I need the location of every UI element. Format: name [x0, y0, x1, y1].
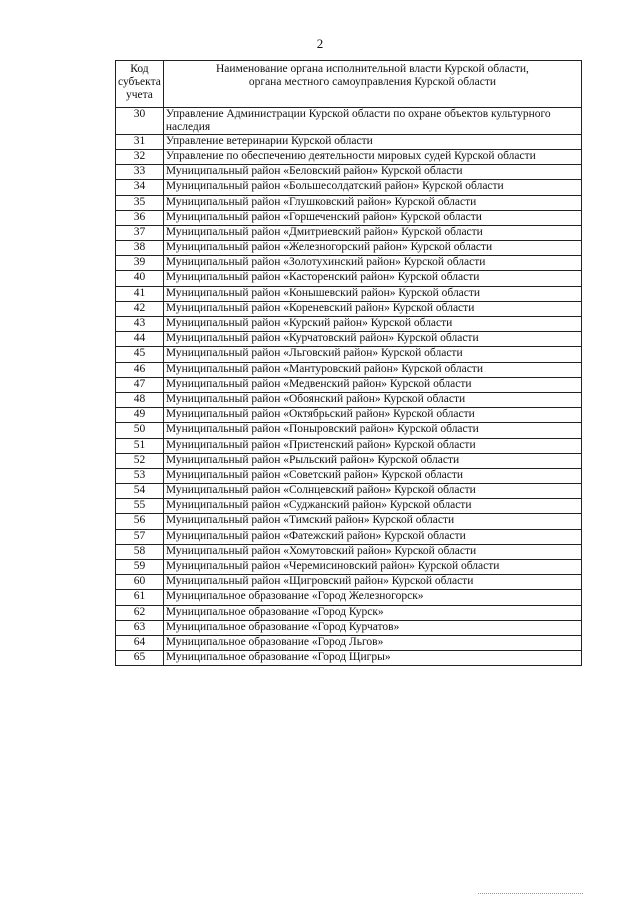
footer-mark [478, 893, 583, 894]
row-code: 61 [116, 590, 164, 605]
header-name-label: Наименование органа исполнительной власти Курской области, органа местного самоуправления Курской области [216, 63, 529, 88]
table-row [116, 560, 582, 575]
row-code: 59 [116, 560, 164, 575]
table-row [116, 514, 582, 529]
row-name: Муниципальный район «Щигровский район» Курской области [163, 575, 581, 590]
row-code: 58 [116, 544, 164, 559]
table-row [116, 468, 582, 483]
row-code: 31 [116, 134, 164, 149]
registry-table [115, 60, 582, 666]
row-name: Муниципальный район «Кореневский район» Курской области [163, 301, 581, 316]
row-code: 49 [116, 408, 164, 423]
row-name: Муниципальный район «Тимский район» Курской области [163, 514, 581, 529]
table-row [116, 438, 582, 453]
row-code: 52 [116, 453, 164, 468]
row-code: 35 [116, 195, 164, 210]
row-code: 37 [116, 225, 164, 240]
row-name: Муниципальный район «Пристенский район» Курской области [163, 438, 581, 453]
row-code: 32 [116, 149, 164, 164]
table-row [116, 180, 582, 195]
row-code: 56 [116, 514, 164, 529]
row-code: 55 [116, 499, 164, 514]
table-row [116, 484, 582, 499]
table-row [116, 332, 582, 347]
row-code: 64 [116, 635, 164, 650]
row-name: Муниципальный район «Медвенский район» Курской области [163, 377, 581, 392]
table-row [116, 301, 582, 316]
table-row [116, 165, 582, 180]
row-code: 63 [116, 620, 164, 635]
row-name: Управление по обеспечению деятельности мировых судей Курской области [163, 149, 581, 164]
row-code: 41 [116, 286, 164, 301]
header-code [116, 61, 164, 108]
table-row [116, 241, 582, 256]
table-row [116, 635, 582, 650]
row-name: Муниципальный район «Хомутовский район» Курской области [163, 544, 581, 559]
row-code: 36 [116, 210, 164, 225]
table-row [116, 620, 582, 635]
row-name: Муниципальный район «Советский район» Курской области [163, 468, 581, 483]
table-row [116, 590, 582, 605]
header-name [163, 61, 581, 108]
header-code-label: Код субъекта учета [118, 63, 161, 101]
row-code: 62 [116, 605, 164, 620]
row-code: 60 [116, 575, 164, 590]
row-name: Муниципальный район «Октябрьский район» Курской области [163, 408, 581, 423]
table-row [116, 529, 582, 544]
table-row [116, 149, 582, 164]
row-name: Муниципальный район «Солнцевский район» Курской области [163, 484, 581, 499]
row-name: Муниципальный район «Касторенский район» Курской области [163, 271, 581, 286]
row-code: 48 [116, 392, 164, 407]
row-name: Муниципальный район «Льговский район» Курской области [163, 347, 581, 362]
row-code: 54 [116, 484, 164, 499]
row-code: 44 [116, 332, 164, 347]
table-row [116, 453, 582, 468]
row-name: Муниципальное образование «Город Льгов» [163, 635, 581, 650]
row-name: Муниципальное образование «Город Курск» [163, 605, 581, 620]
table-row [116, 392, 582, 407]
row-name: Муниципальный район «Беловский район» Курской области [163, 165, 581, 180]
row-name: Управление ветеринарии Курской области [163, 134, 581, 149]
table-row [116, 317, 582, 332]
row-name: Муниципальное образование «Город Курчатов» [163, 620, 581, 635]
table-row [116, 256, 582, 271]
row-name: Муниципальный район «Фатежский район» Курской области [163, 529, 581, 544]
table-row [116, 605, 582, 620]
row-code: 42 [116, 301, 164, 316]
row-name: Муниципальный район «Рыльский район» Курской области [163, 453, 581, 468]
row-code: 65 [116, 651, 164, 666]
table-row [116, 575, 582, 590]
table-row [116, 362, 582, 377]
row-code: 47 [116, 377, 164, 392]
row-name: Муниципальный район «Железногорский район» Курской области [163, 241, 581, 256]
row-code: 43 [116, 317, 164, 332]
table-row [116, 271, 582, 286]
row-name: Муниципальный район «Курский район» Курской области [163, 317, 581, 332]
row-code: 40 [116, 271, 164, 286]
row-code: 38 [116, 241, 164, 256]
table-row [116, 377, 582, 392]
page-number: 2 [316, 36, 324, 51]
row-name: Муниципальный район «Суджанский район» Курской области [163, 499, 581, 514]
row-code: 46 [116, 362, 164, 377]
table-row [116, 347, 582, 362]
table-header-row [116, 61, 582, 108]
table-row [116, 651, 582, 666]
row-name: Муниципальный район «Обоянский район» Курской области [163, 392, 581, 407]
row-code: 50 [116, 423, 164, 438]
table-row [116, 195, 582, 210]
row-name: Муниципальный район «Поныровский район» Курской области [163, 423, 581, 438]
row-name: Муниципальный район «Большесолдатский район» Курской области [163, 180, 581, 195]
row-name: Муниципальное образование «Город Железногорск» [163, 590, 581, 605]
row-code: 53 [116, 468, 164, 483]
row-code: 39 [116, 256, 164, 271]
table-row [116, 225, 582, 240]
row-name: Управление Администрации Курской области по охране объектов культурного наследия [163, 108, 581, 135]
table-row [116, 408, 582, 423]
row-name: Муниципальный район «Черемисиновский район» Курской области [163, 560, 581, 575]
row-code: 33 [116, 165, 164, 180]
table-row [116, 544, 582, 559]
table-row [116, 286, 582, 301]
row-name: Муниципальный район «Конышевский район» Курской области [163, 286, 581, 301]
table-row [116, 499, 582, 514]
row-name: Муниципальный район «Курчатовский район» Курской области [163, 332, 581, 347]
row-name: Муниципальный район «Глушковский район» Курской области [163, 195, 581, 210]
table-row [116, 210, 582, 225]
row-code: 51 [116, 438, 164, 453]
row-code: 45 [116, 347, 164, 362]
row-name: Муниципальное образование «Город Щигры» [163, 651, 581, 666]
table-body [116, 108, 582, 666]
row-code: 30 [116, 108, 164, 135]
row-code: 34 [116, 180, 164, 195]
row-name: Муниципальный район «Горшеченский район» Курской области [163, 210, 581, 225]
row-name: Муниципальный район «Дмитриевский район» Курской области [163, 225, 581, 240]
table-row [116, 423, 582, 438]
row-name: Муниципальный район «Золотухинский район» Курской области [163, 256, 581, 271]
row-name: Муниципальный район «Мантуровский район» Курской области [163, 362, 581, 377]
table-row [116, 108, 582, 135]
table-row [116, 134, 582, 149]
row-code: 57 [116, 529, 164, 544]
